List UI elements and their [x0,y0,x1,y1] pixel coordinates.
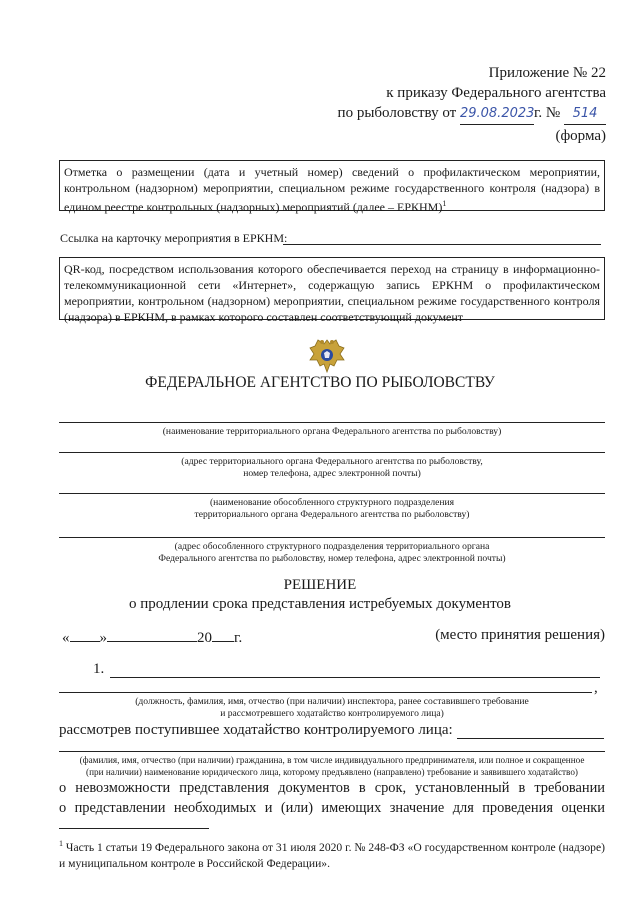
decision-subtitle: о продлении срока представления истребуемых документов [128,596,512,612]
appendix-order-date-line: по рыболовству от 29.08.2023г. № 514 [306,103,606,125]
footnote-separator [59,828,209,829]
caption-territorial-name: (наименование территориального органа Федерального агентства по рыболовству) [162,426,502,437]
double-headed-eagle-emblem [306,334,348,376]
caption-territorial-address: (адрес территориального органа Федерального агентства по рыболовству, номер телефона, адрес электронной почты) [181,456,483,479]
body-line-2: о представлении необходимых и (или) имеющих значение для проведения оценки [59,800,605,816]
decision-title: РЕШЕНИЕ [283,577,357,593]
footnote-ref: 1 [442,199,447,208]
erknm-link-label: Ссылка на карточку мероприятия в ЕРКНМ: [60,231,288,245]
body-line-1: о невозможности представления документов в срок, установленный в требовании [59,780,605,796]
territorial-body-address-field[interactable] [59,452,605,453]
subdivision-address-field[interactable] [59,537,605,538]
appendix-header [306,63,606,125]
date-month-field[interactable] [107,627,197,642]
inspector-field-line2[interactable] [59,692,592,693]
appendix-order: к приказу Федерального агентства [386,85,606,101]
item-1-number: 1. [93,661,105,677]
caption-subdivision-name: (наименование обособленного структурного подразделения территориального органа Федерального агентства по рыболовству) [194,497,470,520]
caption-subdivision-address: (адрес обособленного структурного подразделения территориального органа Федерального агентства по рыболовству, номер телефона, адрес электронной почты) [158,541,506,564]
decision-date: « » 20 г. [62,627,242,647]
caption-controlled-person: (фамилия, имя, отчество (при наличии) гражданина, в том числе индивидуального предпринимателя, или полное и сокращенное (при наличии) наименование юридического лица, которому предъявлено (направлено) требование и заявившего ходатайство) [79,755,585,777]
item-1-comma: , [594,680,598,696]
agency-title: ФЕДЕРАЛЬНОЕ АГЕНТСТВО ПО РЫБОЛОВСТВУ [145,374,495,391]
erknm-placement-box: Отметка о размещении (дата и учетный номер) сведений о профилактическом мероприятии, контрольном (надзорном) мероприятии, специальном режиме государственного контроля (надзора) в едином реестре контрольных (надзорных) мероприятий (далее – ЕРКНМ)$^1$ [59,160,605,211]
handwritten-number: 514 [564,104,606,125]
caption-inspector: (должность, фамилия, имя, отчество (при наличии) инспектора, ранее составившего требование и рассмотревшего ходатайство контролируемого лица) [135,696,529,719]
form-label: (форма) [555,128,606,144]
controlled-person-field[interactable] [457,738,604,739]
date-year-field[interactable] [212,627,234,642]
considered-label: рассмотрев поступившее ходатайство контролируемого лица: [59,722,453,738]
decision-place: (место принятия решения) [435,627,605,643]
handwritten-date: 29.08.2023 [460,104,534,125]
territorial-body-name-field[interactable] [59,422,605,423]
controlled-person-field-line2[interactable] [59,751,605,752]
erknm-link-field[interactable] [283,244,601,245]
appendix-number: Приложение № 22 [488,65,606,81]
qr-code-box: QR-код, посредством использования которого обеспечивается переход на страницу в информационно-телекоммуникационной сети «Интернет», содержащую запись ЕРКНМ о профилактическом мероприятии, контрольном (надзорном) мероприятии, специальном режиме государственного контроля (надзора) в ЕРКНМ, в рамках которого составлен соответствующий документ [59,257,605,320]
subdivision-name-field[interactable] [59,493,605,494]
footnote: $^1$ Часть 1 статьи 19 Федерального закона от 31 июля 2020 г. № 248-ФЗ «О государственном контроле (надзоре) и муниципальном контроле в Российской Федерации». [59,839,605,870]
date-day-field[interactable] [70,627,100,642]
inspector-field-line1[interactable] [110,677,600,678]
